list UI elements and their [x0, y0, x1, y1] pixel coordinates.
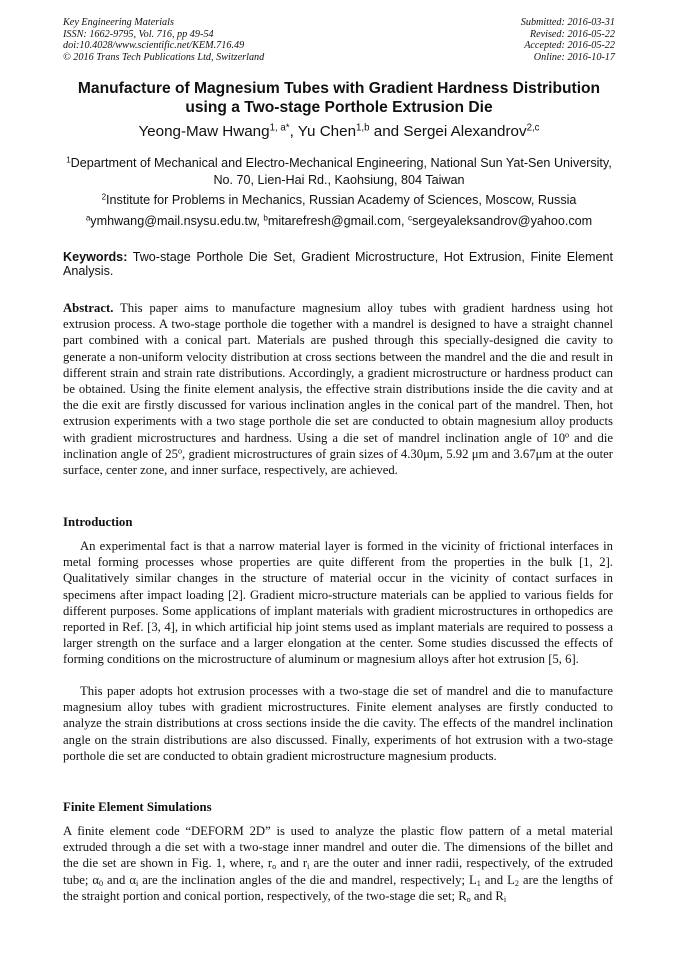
- journal-info: [63, 17, 264, 63]
- email-separator: ,: [401, 214, 409, 228]
- author-list: [40, 123, 638, 141]
- author-affil-mark: 2,c: [526, 122, 540, 134]
- affiliation-text: Institute for Problems in Mechanics, Russian Academy of Sciences, Moscow, Russia: [106, 193, 577, 207]
- fem-text: are the inclination angles of the die and mandrel, respectively; L: [138, 872, 477, 887]
- keywords: [63, 250, 613, 278]
- author-separator: ,: [289, 123, 298, 140]
- fem-text: and α: [103, 872, 136, 887]
- fem-paragraph: [63, 823, 613, 904]
- introduction-paragraph-2: This paper adopts hot extrusion processes with a two-stage die set of mandrel and die to manufacture magnesium alloy tubes with gradient microstructures. Finite element analyses are firstly conducted to analyze the strain distributions at cross sections inside the die cavity. The effects of the mandrel inclination angle on the strain distributions are also discussed. Finally, experiments of hot extrusion with a two-stage porthole die set are conducted to obtain gradient microstructure magnesium products.: [63, 684, 613, 763]
- affiliation-text: Department of Mechanical and Electro-Mechanical Engineering, National Sun Yat-Sen University, No. 70, Lien-Hai Rd., Kaohsiung, 804 Taiwan: [70, 156, 612, 187]
- date-online: Online: 2016-10-17: [533, 51, 615, 63]
- journal-name: Key Engineering Materials: [63, 17, 174, 28]
- date-revised: Revised: 2016-05-22: [529, 28, 615, 40]
- fem-subscript: 1: [476, 878, 481, 888]
- email-separator: ,: [256, 214, 264, 228]
- journal-copyright: © 2016 Trans Tech Publications Ltd, Switzerland: [63, 51, 265, 63]
- author-name: Yeong-Maw Hwang: [138, 123, 270, 140]
- email-mark: b: [263, 213, 268, 223]
- journal-doi: doi:10.4028/www.scientific.net/KEM.716.49: [63, 40, 245, 52]
- degree-mark: o: [565, 430, 570, 440]
- keywords-label: Keywords:: [63, 250, 128, 264]
- email-address[interactable]: mitarefresh@gmail.com: [267, 214, 402, 228]
- email-mark: c: [408, 213, 413, 223]
- fem-subscript: i: [503, 894, 507, 904]
- fem-text: are the outer and inner radii, respectively, of the extruded tube; α: [63, 856, 614, 887]
- email-address[interactable]: ymhwang@mail.nsysu.edu.tw: [90, 214, 257, 228]
- section-heading-introduction: Introduction: [63, 515, 133, 529]
- email-mark: a: [85, 213, 91, 223]
- abstract-text: and die inclination angle of 25: [63, 430, 613, 461]
- fem-subscript: i: [135, 878, 139, 888]
- publication-dates: [521, 17, 615, 63]
- fem-text: are the lengths of the straight portion and conical portion, respectively, of the two-stage die set; R: [63, 872, 613, 903]
- author-separator: and: [369, 123, 404, 140]
- author-name: Sergei Alexandrov: [403, 123, 527, 140]
- abstract-label: Abstract.: [63, 301, 114, 315]
- fem-subscript: o: [272, 862, 277, 872]
- abstract-text: This paper aims to manufacture magnesium alloy tubes with gradient hardness using hot extrusion process. A two-stage porthole die together with a mandrel is designed to have a straight channel part combined with a conical part. Materials are pushed through this specially-designed die cavity to generate a non-uniform velocity distribution at cross sections between the mandrel and the die and result in different strain and strain rate distributions. Accordingly, a gradient microstructure or hardness product can be obtained. Using the finite element analysis, the effective strain distributions inside the die cavity and at the die exit are firstly discussed for various inclination angles in the conical part of the mandrel. Then, hot extrusion experiments with a two stage porthole die set are conducted to obtain magnesium alloy products with gradient microstructures and hardness. Using a die set of mandrel inclination angle of 10: [63, 301, 613, 445]
- author-affil-mark: 1, a*: [269, 122, 290, 134]
- author-affil-mark: 1,b: [356, 122, 370, 134]
- degree-mark: o: [177, 446, 183, 456]
- fem-subscript: i: [307, 862, 310, 872]
- title-line-2: using a Two-stage Porthole Extrusion Die: [185, 98, 493, 116]
- fem-text: and R: [470, 888, 504, 903]
- affiliation-2: [55, 192, 623, 209]
- paper-title: [40, 80, 638, 117]
- affiliation-mark: 1: [66, 155, 71, 165]
- fem-subscript: 0: [99, 878, 104, 888]
- author-name: Yu Chen: [297, 123, 357, 140]
- title-line-1: Manufacture of Magnesium Tubes with Gradient Hardness Distribution: [77, 80, 601, 97]
- introduction-paragraph-1: An experimental fact is that a narrow material layer is formed in the vicinity of frictional interfaces in metal forming processes whose properties are quite different from the properties in the bulk [1, 2]. Qualitatively similar changes in the structure of material occur in the vicinity of contact surfaces in specimens after impact loading [2]. Gradient micro-structure materials can be applied to various fields for different purposes. Some applications of implant materials with gradient microstructures in orthopedics are reported in Ref. [3, 4], in which artificial hip joint stems used as implant materials are required to possess a larger strength on the surface and a larger elongation at the center. Some studies discussed the effects of forming conditions on the microstructure of aluminum or magnesium alloys after hot extrusion [5, 6].: [63, 539, 613, 667]
- keywords-text: Two-stage Porthole Die Set, Gradient Microstructure, Hot Extrusion, Finite Element Analysis.: [63, 250, 613, 279]
- fem-text: A finite element code “DEFORM 2D” is used to analyze the plastic flow pattern of a metal material extruded through a die set with a two-stage inner mandrel and outer die. The dimensions of the billet and the die set are shown in Fig. 1, where, r: [63, 824, 613, 871]
- email-list: [55, 213, 623, 230]
- fem-text: and L: [480, 872, 515, 887]
- section-heading-fem: Finite Element Simulations: [63, 800, 212, 814]
- fem-subscript: o: [466, 894, 471, 904]
- email-address[interactable]: sergeyaleksandrov@yahoo.com: [412, 214, 593, 228]
- date-accepted: Accepted: 2016-05-22: [524, 40, 615, 52]
- date-submitted: Submitted: 2016-03-31: [520, 17, 615, 28]
- fem-text: and r: [276, 856, 308, 871]
- abstract-text: , gradient microstructures of grain sizes of 4.30μm, 5.92 μm and 3.67μm at the outer surface, center zone, and inner surface, respectively, are achieved.: [63, 446, 613, 478]
- affiliation-mark: 2: [101, 192, 107, 202]
- abstract: [63, 300, 613, 478]
- journal-issn: ISSN: 1662-9795, Vol. 716, pp 49-54: [63, 28, 214, 40]
- fem-subscript: 2: [514, 878, 519, 888]
- affiliation-1: [55, 155, 623, 189]
